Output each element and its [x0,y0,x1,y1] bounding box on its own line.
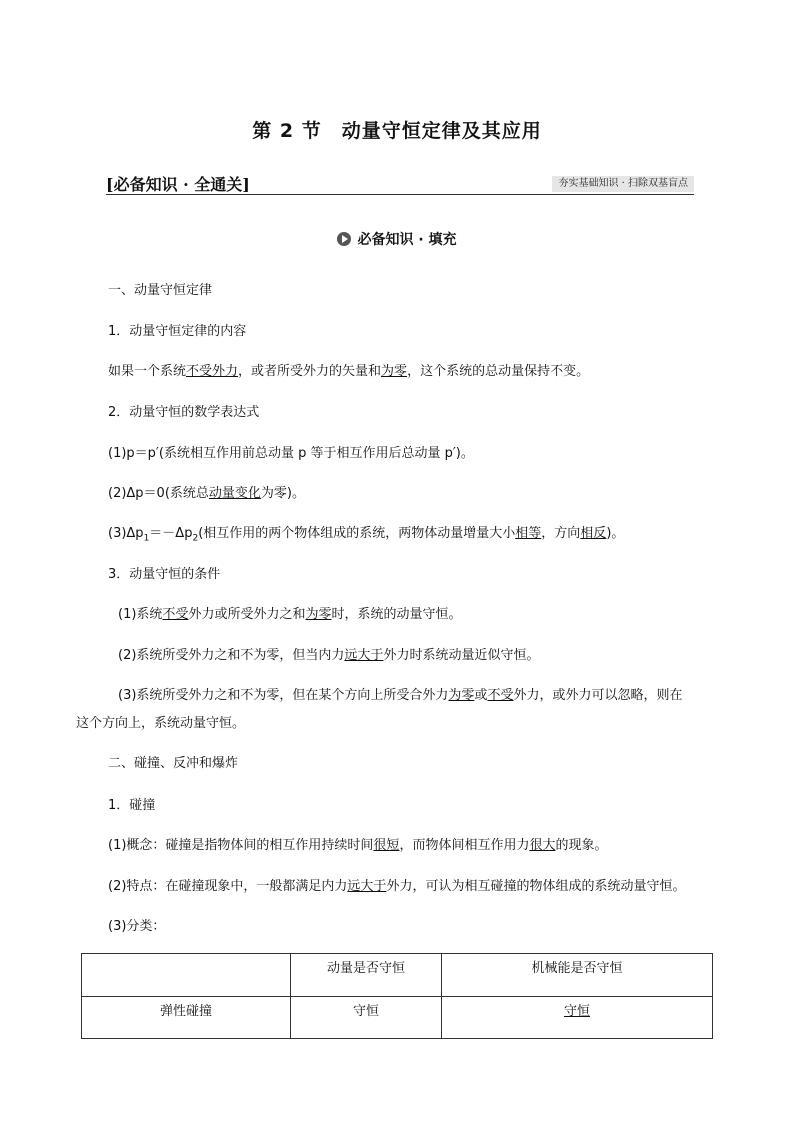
paragraph-expression-3: $(3)\Delta p_1=-\Delta p_2$(相互作用的两个物体组成的系统，两物体动量增量大小相等，方向相反)。 [108,526,625,544]
blank-answer: 为零 [305,607,332,622]
heading-collision-sub: 1．碰撞 [108,798,156,813]
blank-answer: 动量变化 [208,486,261,501]
table-header: 动量是否守恒 [291,954,442,997]
play-icon [337,232,351,246]
heading-expression: 2．动量守恒的数学表达式 [108,405,260,420]
heading-conditions: 3．动量守恒的条件 [108,567,221,582]
paragraph-classification: (3)分类： [108,919,166,934]
page-title: 第 2 节 动量守恒定律及其应用 [252,120,542,142]
heading-law-content: 1．动量守恒定律的内容 [108,324,247,339]
paragraph-expression-2: (2)Δp＝0(系统总动量变化为零)。 [108,486,305,501]
blank-answer: 不受 [162,607,189,622]
heading-collision: 二、碰撞、反冲和爆炸 [108,756,239,771]
blank-answer: 很大 [529,838,556,853]
paragraph-expression-1: (1)p＝p′(系统相互作用前总动量 p 等于相互作用后总动量 p′)。 [108,446,474,461]
table-cell: 守恒 [291,997,442,1039]
table-cell [442,997,713,1039]
paragraph-condition-1: (1)系统不受外力或所受外力之和为零时，系统的动量守恒。 [118,607,462,622]
section-banner: 夯实基础知识 · 扫除双基盲点 [552,176,694,192]
blank-answer: 相等 [515,526,542,541]
paragraph-collision-feature: (2)特点：在碰撞现象中，一般都满足内力远大于外力，可认为相互碰撞的物体组成的系统动量守恒。 [108,879,686,894]
blank-answer: 远大于 [347,879,387,894]
blank-answer: 远大于 [344,648,384,663]
heading-momentum-conservation: 一、动量守恒定律 [108,283,213,298]
blank-answer: 很短 [373,838,400,853]
section-label: [必备知识 · 全通关] [106,175,250,194]
paragraph-condition-2: (2)系统所受外力之和不为零，但当内力远大于外力时系统动量近似守恒。 [118,648,540,663]
blank-answer: 相反 [580,526,607,541]
table-header: 机械能是否守恒 [442,954,713,997]
blank-answer: 为零 [381,364,408,379]
paragraph-condition-3-cont: 这个方向上，系统动量守恒。 [76,716,246,731]
subsection-heading [0,229,794,249]
table-row [82,954,713,997]
blank-answer: 为零 [448,688,475,703]
subsection-label: 必备知识 · 填充 [357,232,457,248]
paragraph-law-content: 如果一个系统不受外力，或者所受外力的矢量和为零，这个系统的总动量保持不变。 [108,364,590,379]
section-header [106,170,694,195]
blank-answer: 守恒 [563,1004,590,1019]
table-cell: 弹性碰撞 [82,997,291,1039]
paragraph-condition-3: (3)系统所受外力之和不为零，但在某个方向上所受合外力为零或不受外力，或外力可以忽略，则在 [118,688,683,703]
table-cell [82,954,291,997]
table-row [82,997,713,1039]
blank-answer: 不受外力 [186,364,239,379]
blank-answer: 不受 [487,688,514,703]
classification-table [81,953,713,1039]
paragraph-collision-concept: (1)概念：碰撞是指物体间的相互作用持续时间很短，而物体间相互作用力很大的现象。 [108,838,608,853]
